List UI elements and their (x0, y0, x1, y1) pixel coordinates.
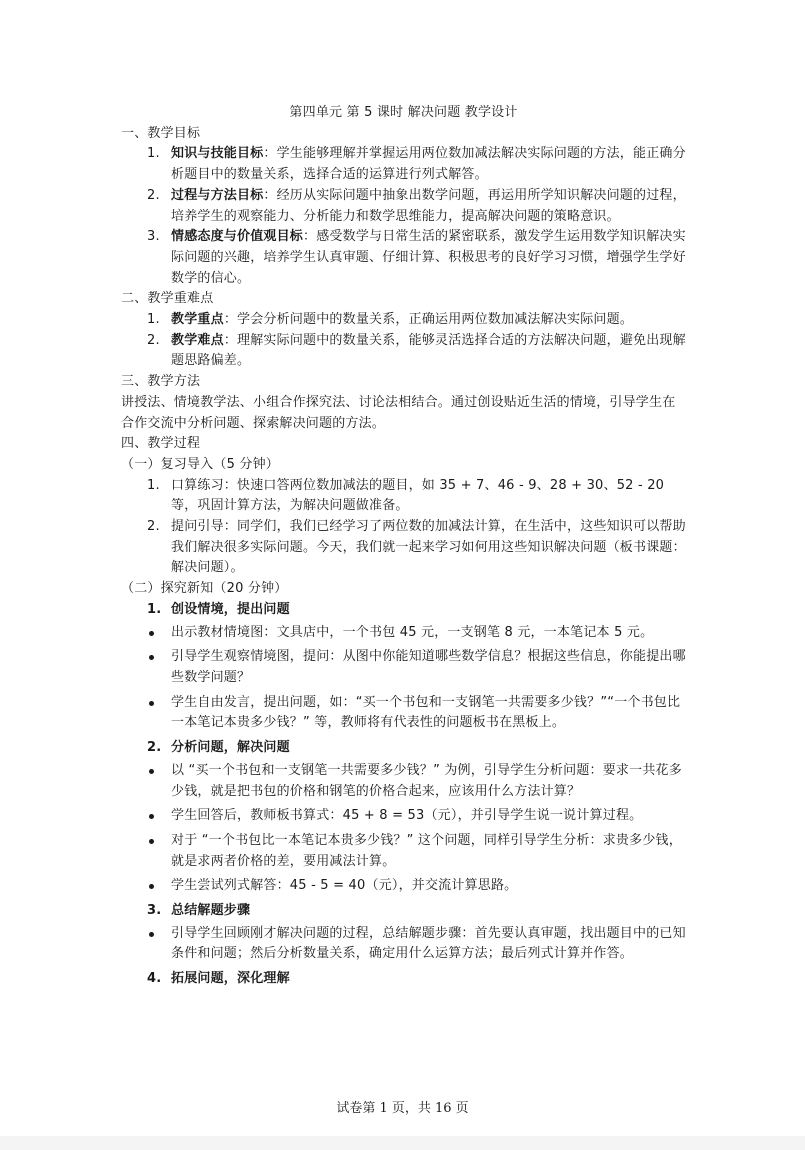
bullet-icon (149, 655, 154, 660)
item-text: ：理解实际问题中的数量关系，能够灵活选择合适的方法解决问题，避免出现解题思路偏差。 (171, 332, 686, 369)
subsection-heading: （一）复习导入（5 分钟） (121, 456, 280, 472)
step-heading (121, 600, 686, 621)
list-number: 1. (147, 312, 160, 328)
step-heading (121, 901, 686, 922)
list-number: 1. (147, 146, 160, 162)
section-heading: 四、教学过程 (121, 436, 201, 452)
list-number: 2. (147, 519, 160, 535)
item-label: 教学难点 (171, 332, 224, 348)
item-label: 过程与方法目标 (171, 187, 264, 203)
bullet-icon (149, 631, 154, 636)
step-heading (121, 738, 686, 759)
item-text: 口算练习：快速口答两位数加减法的题目，如 35 + 7、46 - 9、28 + 30、52 - 20 等，巩固计算方法，为解决问题做准备。 (171, 477, 665, 514)
document-body (121, 103, 686, 990)
item-label: 教学重点 (171, 312, 224, 328)
page-footer: 试卷第 1 页，共 16 页 (336, 1101, 469, 1116)
list-item (121, 144, 686, 185)
bullet-text: 出示教材情境图：文具店中，一个书包 45 元，一支钢笔 8 元，一本笔记本 5 元。 (171, 624, 654, 640)
list-item (121, 517, 686, 579)
bullet-icon (149, 884, 154, 889)
step-title: 拓展问题，深化理解 (171, 971, 290, 987)
list-number: 2. (147, 187, 160, 203)
item-text: ：感受数学与日常生活的紧密联系，激发学生运用数学知识解决实际问题的兴趣，培养学生认真审题、仔细计算、积极思考的良好学习习惯，增强学生学好数学的信心。 (171, 229, 686, 286)
list-item (121, 186, 686, 227)
item-text: 提问引导：同学们，我们已经学习了两位数的加减法计算，在生活中，这些知识可以帮助我们解决很多实际问题。今天，我们就一起来学习如何用这些知识解决问题（板书课题：解决问题）。 (171, 519, 686, 576)
bullet-text: 以 “买一个书包和一支钢笔一共需要多少钱？” 为例，引导学生分析问题：要求一共花多少钱，就是把书包的价格和钢笔的价格合起来，应该用什么方法计算？ (171, 762, 682, 799)
step-number: 1. (147, 601, 162, 617)
subsection-heading: （二）探究新知（20 分钟） (121, 581, 288, 597)
bullet-text: 对于 “一个书包比一本笔记本贵多少钱？” 这个问题，同样引导学生分析：求贵多少钱，就是求两者价格的差，要用减法计算。 (171, 832, 682, 869)
step-title: 总结解题步骤 (171, 903, 251, 919)
bullet-text: 学生尝试列式解答：45 - 5 = 40（元），并交流计算思路。 (171, 878, 518, 894)
bullet-text: 引导学生回顾刚才解决问题的过程，总结解题步骤：首先要认真审题，找出题目中的已知条件和问题；然后分析数量关系，确定用什么运算方法；最后列式计算并作答。 (171, 925, 686, 962)
bullet-item (121, 831, 686, 872)
section-heading: 一、教学目标 (121, 125, 201, 141)
bullet-item (121, 761, 686, 802)
section-heading: 二、教学重难点 (121, 291, 214, 307)
list-number: 3. (147, 229, 160, 245)
step-title: 分析问题，解决问题 (171, 740, 290, 756)
bullet-item (121, 876, 686, 897)
item-text: ：学生能够理解并掌握运用两位数加减法解决实际问题的方法，能正确分析题目中的数量关系，选择合适的运算进行列式解答。 (171, 146, 686, 183)
item-label: 知识与技能目标 (171, 146, 264, 162)
list-item (121, 310, 686, 331)
bullet-icon (149, 839, 154, 844)
bullet-text: 引导学生观察情境图，提问：从图中你能知道哪些数学信息？根据这些信息，你能提出哪些数学问题？ (171, 649, 686, 685)
item-label: 情感态度与价值观目标 (171, 229, 304, 245)
bullet-item (121, 693, 686, 734)
bullet-item (121, 623, 686, 644)
step-title: 创设情境，提出问题 (171, 601, 290, 617)
list-item (121, 227, 686, 289)
item-text: ：学会分析问题中的数量关系，正确运用两位数加减法解决实际问题。 (223, 312, 634, 328)
bullet-icon (149, 769, 154, 774)
bullet-text: 学生自由发言，提出问题，如：“买一个书包和一支钢笔一共需要多少钱？”“一个书包比一本笔记本贵多少钱？” 等，教师将有代表性的问题板书在黑板上。 (171, 694, 681, 731)
bullet-item (121, 924, 686, 965)
step-number: 3. (147, 903, 162, 919)
bullet-icon (149, 701, 154, 706)
item-text: ：经历从实际问题中抽象出数学问题，再运用所学知识解决问题的过程，培养学生的观察能力、分析能力和数学思维能力，提高解决问题的策略意识。 (171, 187, 686, 224)
list-number: 2. (147, 332, 160, 348)
step-heading (121, 969, 686, 990)
bullet-item (121, 647, 686, 688)
list-item (121, 476, 686, 517)
step-number: 2. (147, 740, 162, 756)
step-number: 4. (147, 971, 162, 987)
bullet-item (121, 806, 686, 827)
section-heading: 三、教学方法 (121, 374, 201, 390)
list-number: 1. (147, 477, 160, 493)
bullet-icon (149, 932, 154, 937)
bullet-text: 学生回答后，教师板书算式：45 + 8 = 53（元），并引导学生说一说计算过程。 (171, 808, 643, 824)
paragraph: 讲授法、情境教学法、小组合作探究法、讨论法相结合。通过创设贴近生活的情境，引导学生在合作交流中分析问题、探索解决问题的方法。 (121, 394, 676, 431)
bullet-icon (149, 814, 154, 819)
page-title: 第四单元 第 5 课时 解决问题 教学设计 (289, 105, 518, 120)
list-item (121, 331, 686, 372)
page-bottom-band (0, 1136, 805, 1150)
